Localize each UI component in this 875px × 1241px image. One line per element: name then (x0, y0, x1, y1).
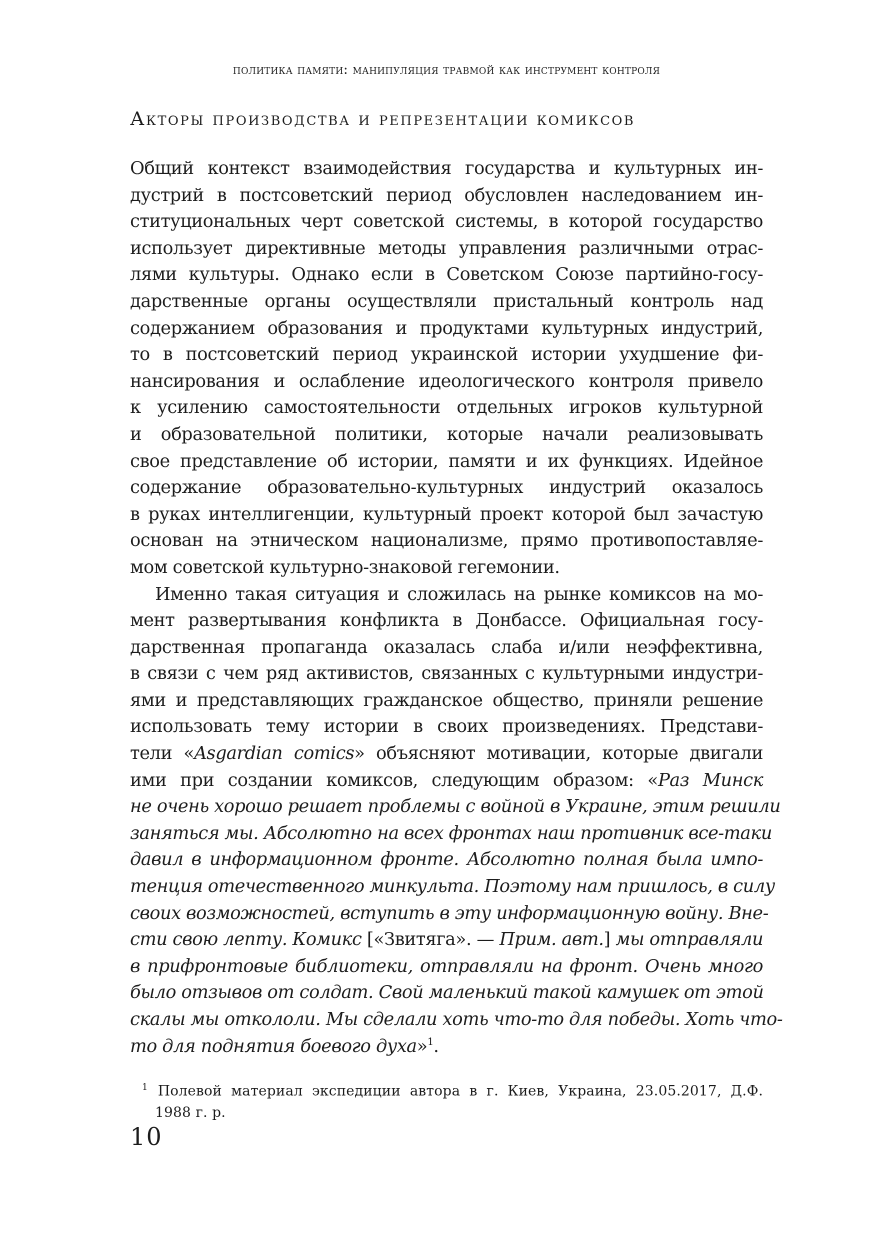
editorial-note-italic: Прим. авт. (499, 929, 604, 951)
paragraph-1-line: то в постсоветский период украинской истории ухудшение фи- (130, 344, 763, 366)
book-page (130, 0, 783, 1241)
page-number: 10 (130, 1123, 163, 1151)
footnote-reference[interactable]: 1 (427, 1036, 434, 1048)
paragraph-1-line: содержание образовательно-культурных индустрий оказалось (130, 477, 763, 499)
paragraph-1-line: в руках интеллигенции, культурный проект которой был зачастую (130, 503, 763, 525)
footnote-marker: 1 (142, 1083, 148, 1093)
body-text (130, 156, 783, 1060)
quote-run: сти свою лепту. Комикс (130, 929, 367, 951)
editorial-note-close: ] (603, 929, 616, 951)
paragraph-2-line (130, 768, 763, 795)
quote-line: заняться мы. Абсолютно на всех фронтах наш противник все-таки (130, 822, 772, 844)
paragraph-1-line: нансирования и ослабление идеологического контроля привело (130, 370, 763, 392)
footnote-line (130, 1078, 763, 1103)
paragraph-1-line: использует директивные методы управления различными отрас- (130, 237, 763, 259)
paragraph-2-line: Именно такая ситуация и сложилась на рынке комиксов на мо- (155, 583, 763, 605)
text-run: тели « (130, 743, 195, 765)
paragraph-1-line: свое представление об истории, памяти и их функциях. Идейное (130, 450, 763, 472)
paragraph-2-line (130, 741, 763, 768)
paragraph-1-line: основан на этническом национализме, прямо противопоставляе- (130, 530, 763, 552)
quote-line: давил в информационном фронте. Абсолютно полная была импо- (130, 849, 763, 871)
quote-line: в прифронтовые библиотеки, отправляли на фронт. Очень много (130, 955, 763, 977)
paragraph-2-line: ями и представляющих гражданское общество, приняли решение (130, 689, 763, 711)
quote-line (130, 1034, 763, 1061)
text-run: ими при создании комиксов, следующим образом: « (130, 769, 658, 791)
running-head: политика памяти: манипуляция травмой как инструмент контроля (232, 62, 661, 78)
footnote-text: Полевой материал экспедиции автора в г. Киев, Украина, 23.05.2017, Д.Ф. (157, 1083, 763, 1100)
paragraph-1-line: дустрий в постсоветский период обусловлен наследованием ин- (130, 184, 763, 206)
footnote-line: 1988 г. р. (155, 1104, 226, 1121)
paragraph-2-line: мент развертывания конфликта в Донбассе. Официальная госу- (130, 610, 763, 632)
paragraph-2-line: в связи с чем ряд активистов, связанных с культурными индустри- (130, 663, 763, 685)
quote-close: » (416, 1035, 428, 1057)
quote-line: своих возможностей, вступить в эту информационную войну. Вне- (130, 902, 769, 924)
quote-run: Раз Минск (657, 769, 763, 791)
paragraph-2-line: дарственная пропаганда оказалась слаба и/или неэффективна, (130, 636, 763, 658)
paragraph-1-line: ституциональных черт советской системы, в которой государство (130, 211, 763, 233)
quote-line (130, 927, 763, 954)
paragraph-1-line: и образовательной политики, которые начали реализовывать (130, 423, 763, 445)
paragraph-1-line: к усилению самостоятельности отдельных игроков культурной (130, 397, 763, 419)
quote-line: тенция отечественного минкульта. Поэтому нам пришлось, в силу (130, 876, 775, 898)
sentence-end: . (433, 1035, 439, 1057)
paragraph-1-line: лями культуры. Однако если в Советском Союзе партийно-госу- (130, 264, 763, 286)
publisher-name: Asgardian comics (194, 743, 355, 765)
paragraph-1-line: Общий контекст взаимодействия государства и культурных ин- (130, 158, 763, 179)
quote-run: мы отправляли (615, 929, 764, 951)
quote-line: скалы мы откололи. Мы сделали хоть что-то для победы. Хоть что- (130, 1009, 783, 1030)
footnote (130, 1078, 763, 1124)
section-title: Акторы производства и репрезентации комиксов (130, 108, 636, 130)
paragraph-1-line: мом советской культурно-знаковой гегемонии. (130, 556, 560, 578)
editorial-note: [«Звитяга». — (366, 929, 500, 951)
text-run: » объясняют мотивации, которые двигали (354, 743, 763, 765)
paragraph-1-line: содержанием образования и продуктами культурных индустрий, (130, 317, 763, 339)
paragraph-2-line: использовать тему истории в своих произведениях. Представи- (130, 716, 763, 738)
quote-line: не очень хорошо решает проблемы с войной в Украине, этим решили (130, 796, 781, 818)
quote-line: было отзывов от солдат. Свой маленький такой камушек от этой (130, 982, 764, 1004)
quote-run: то для поднятия боевого духа (130, 1035, 417, 1057)
paragraph-1-line: дарственные органы осуществляли пристальный контроль над (130, 290, 763, 312)
